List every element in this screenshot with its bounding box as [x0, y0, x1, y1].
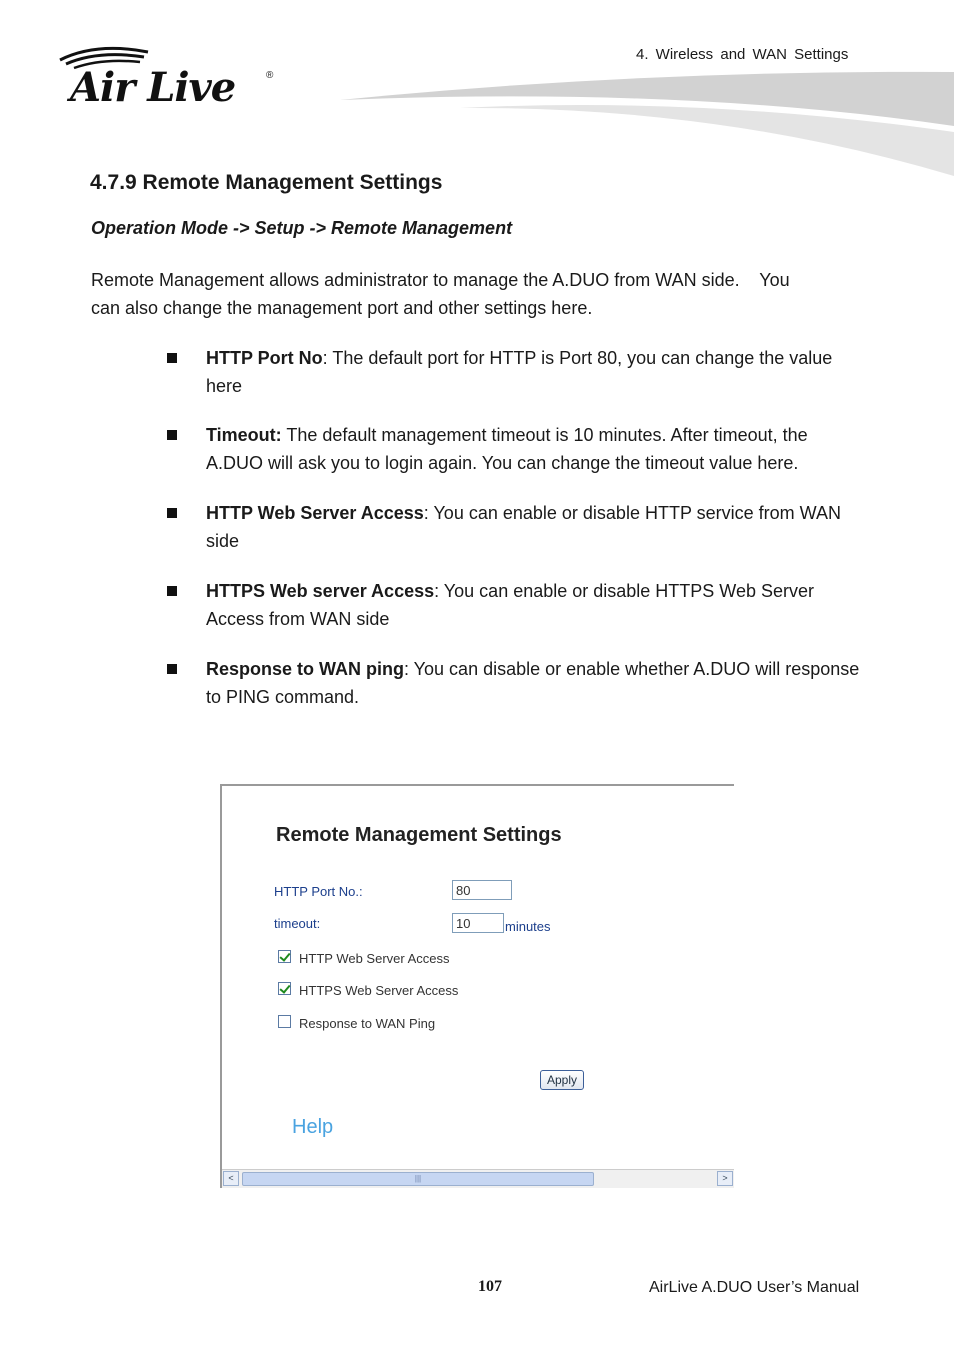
bullet-desc: : You can enable or disable HTTP service from WAN side	[206, 503, 841, 551]
screenshot-title: Remote Management Settings	[276, 824, 562, 846]
http-web-server-checkbox[interactable]	[278, 950, 291, 963]
bullet-square-icon	[167, 353, 177, 363]
remote-management-screenshot	[220, 784, 734, 1188]
intro-line-1: Remote Management allows administrator to manage the A.DUO from WAN side. You	[91, 270, 790, 290]
horizontal-scrollbar[interactable]	[222, 1169, 734, 1188]
scroll-thumb[interactable]: |||	[242, 1172, 594, 1186]
timeout-input[interactable]	[452, 913, 504, 933]
http-port-label: HTTP Port No.:	[274, 884, 363, 899]
bullet-square-icon	[167, 664, 177, 674]
section-title: 4.7.9 Remote Management Settings	[90, 171, 443, 194]
scroll-right-icon[interactable]: >	[717, 1171, 733, 1186]
navigation-path: Operation Mode -> Setup -> Remote Management	[91, 218, 513, 238]
timeout-label: timeout:	[274, 916, 321, 931]
logo-wordmark: Air Live	[70, 64, 236, 111]
bullet-desc: : The default port for HTTP is Port 80, you can change the value here	[206, 348, 833, 396]
https-web-server-checkbox[interactable]	[278, 982, 291, 995]
bullet-term: HTTP Port No	[206, 348, 323, 368]
bullet-desc: The default management timeout is 10 minutes. After timeout, the A.DUO will ask you to login again. You can change the timeout value here.	[206, 425, 808, 473]
airlive-logo	[54, 40, 284, 110]
bullet-term: HTTPS Web server Access	[206, 581, 435, 601]
help-link[interactable]: Help	[292, 1116, 334, 1138]
intro-line-2: can also change the management port and other settings here.	[91, 298, 593, 318]
logo-registered: ®	[266, 70, 274, 81]
http-port-input[interactable]	[452, 880, 512, 900]
page-number: 107	[478, 1278, 502, 1295]
bullet-square-icon	[167, 508, 177, 518]
bullet-square-icon	[167, 586, 177, 596]
timeout-unit: minutes	[505, 919, 551, 934]
manual-title: AirLive A.DUO User’s Manual	[649, 1279, 860, 1296]
wan-ping-label: Response to WAN Ping	[299, 1016, 436, 1031]
header-swoosh-decoration	[340, 66, 954, 186]
apply-button[interactable]: Apply	[540, 1070, 584, 1090]
bullet-term: Timeout:	[206, 425, 282, 445]
bullet-square-icon	[167, 430, 177, 440]
bullet-term: HTTP Web Server Access	[206, 503, 424, 523]
bullet-term: Response to WAN ping	[206, 659, 404, 679]
http-web-server-label: HTTP Web Server Access	[299, 951, 450, 966]
intro-paragraph	[91, 266, 871, 322]
bullet-desc: : You can enable or disable HTTPS Web Server Access from WAN side	[206, 581, 815, 629]
bullet-desc: : You can disable or enable whether A.DUO will response to PING command.	[206, 659, 860, 707]
chapter-header: 4. Wireless and WAN Settings	[636, 46, 849, 63]
wan-ping-checkbox[interactable]	[278, 1015, 291, 1028]
scroll-left-icon[interactable]: <	[223, 1171, 239, 1186]
https-web-server-label: HTTPS Web Server Access	[299, 983, 459, 998]
